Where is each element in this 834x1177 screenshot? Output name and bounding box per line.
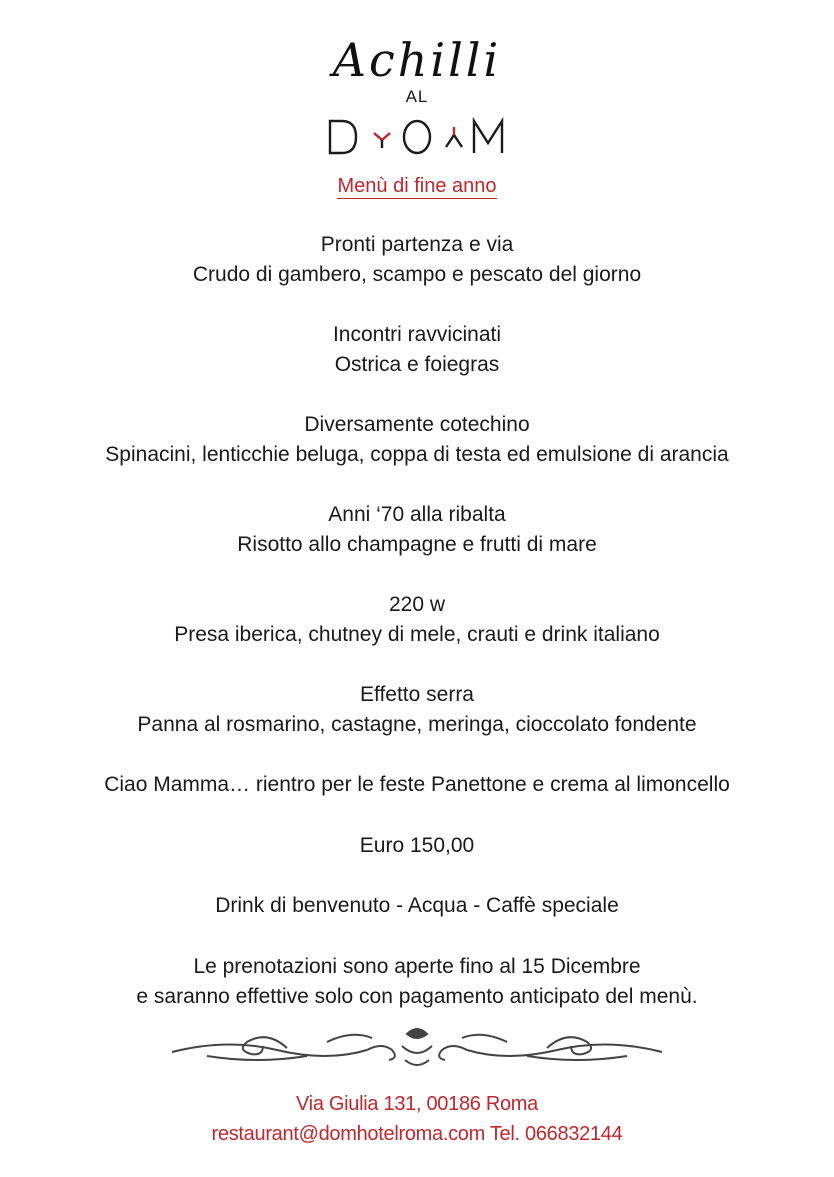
course-7-name: Ciao Mamma… rientro per le feste Panettone e crema al limoncello xyxy=(104,773,730,796)
booking-line-2: e saranno effettive solo con pagamento anticipato del menù. xyxy=(136,985,698,1008)
brand-connector: AL xyxy=(405,87,429,106)
course-5-name: 220 w xyxy=(388,593,446,616)
brand-script-name: Achilli xyxy=(332,33,502,87)
includes: Drink di benvenuto - Acqua - Caffè speciale xyxy=(215,894,619,917)
menu-title xyxy=(0,173,834,199)
booking-line-1: Le prenotazioni sono aperte fino al 15 Dicembre xyxy=(193,955,641,978)
dom-logo xyxy=(0,113,834,161)
course-2-name: Incontri ravvicinati xyxy=(332,323,502,346)
course-1-description: Crudo di gambero, scampo e pescato del giorno xyxy=(192,263,642,286)
footer-address: Via Giulia 131, 00186 Roma xyxy=(296,1093,538,1115)
dom-logo-icon xyxy=(322,113,512,161)
ornament-divider xyxy=(0,1020,834,1080)
course-6-name: Effetto serra xyxy=(359,683,474,706)
price: Euro 150,00 xyxy=(359,834,475,857)
course-4-description: Risotto allo champagne e frutti di mare xyxy=(237,533,597,556)
menu-title-text: Menù di fine anno xyxy=(337,175,497,197)
course-2-description: Ostrica e foiegras xyxy=(334,353,500,376)
course-5-description: Presa iberica, chutney di mele, crauti e drink italiano xyxy=(174,623,660,646)
course-1-name: Pronti partenza e via xyxy=(320,233,514,256)
course-3-name: Diversamente cotechino xyxy=(304,413,530,436)
course-3-description: Spinacini, lenticchie beluga, coppa di testa ed emulsione di arancia xyxy=(105,443,729,466)
footer-contact: restaurant@domhotelroma.com Tel. 066832144 xyxy=(211,1123,623,1145)
ornament-flourish-icon xyxy=(167,1020,667,1080)
course-4-name: Anni ‘70 alla ribalta xyxy=(328,503,506,526)
course-6-description: Panna al rosmarino, castagne, meringa, cioccolato fondente xyxy=(137,713,697,736)
